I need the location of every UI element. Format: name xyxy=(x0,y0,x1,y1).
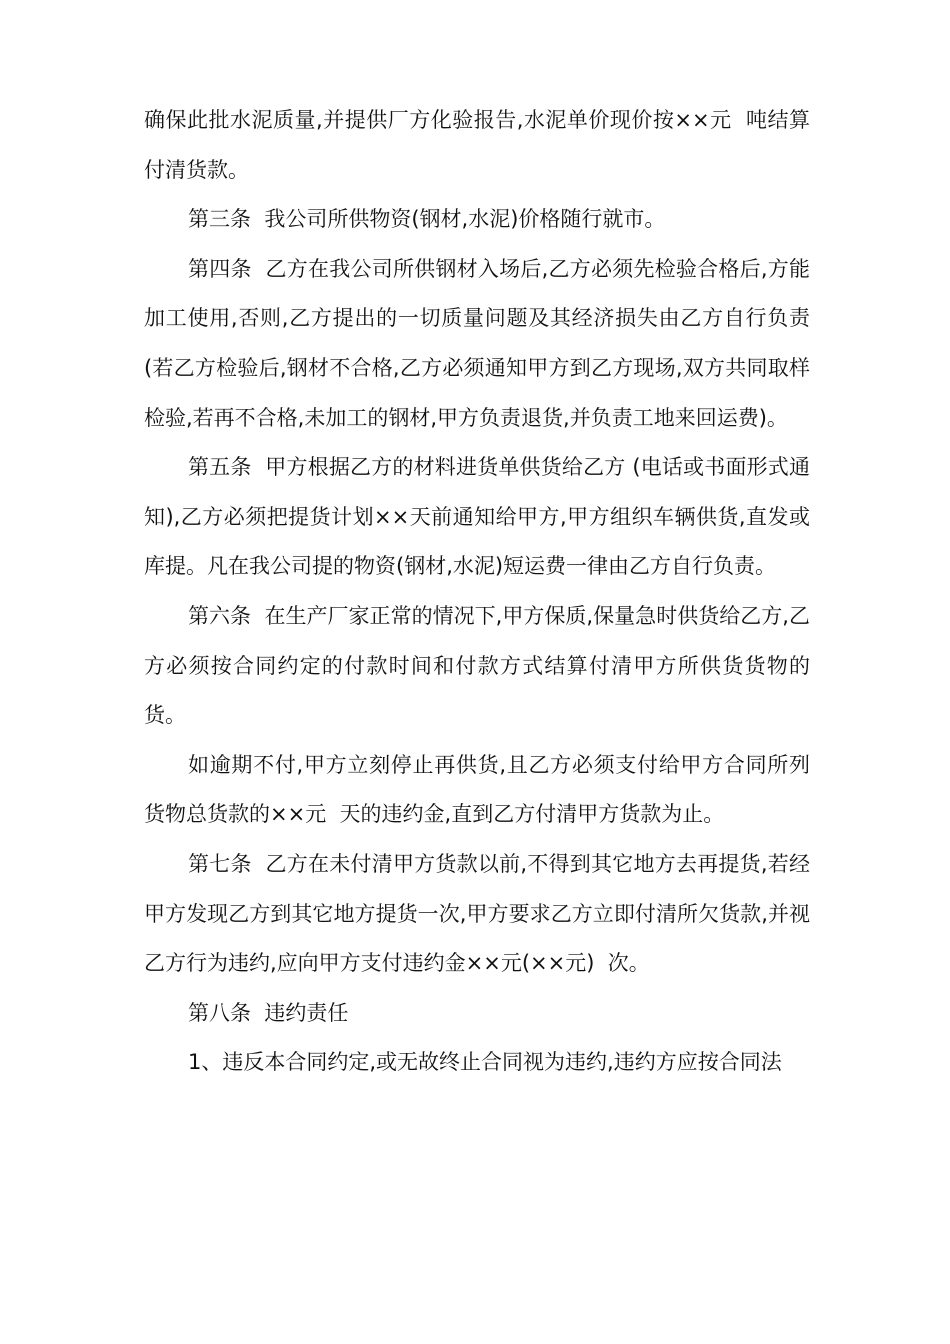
document-body xyxy=(144,96,810,1088)
paragraph-article-3: 第三条 我公司所供物资(钢材,水泥)价格随行就市。 xyxy=(188,207,666,232)
paragraph-article-7: 第七条 乙方在未付清甲方货款以前,不得到其它地方去再提货,若经甲方发现乙方到其它地方提货一次,甲方要求乙方立即付清所欠货款,并视乙方行为违约,应向甲方支付违约金××元(××元) 次。 xyxy=(144,851,810,976)
paragraph-1: 确保此批水泥质量,并提供厂方化验报告,水泥单价现价按××元 吨结算付清货款。 xyxy=(144,108,810,182)
paragraph-article-5: 第五条 甲方根据乙方的材料进货单供货给乙方 (电话或书面形式通知),乙方必须把提货计划××天前通知给甲方,甲方组织车辆供货,直发或库提。凡在我公司提的物资(钢材,水泥)短运费一律由乙方自行负责。 xyxy=(144,455,810,579)
paragraph-article-4: 第四条 乙方在我公司所供钢材入场后,乙方必须先检验合格后,方能加工使用,否则,乙方提出的一切质量问题及其经济损失由乙方自行负责(若乙方检验后,钢材不合格,乙方必须通知甲方到乙方现场,双方共同取样检验,若再不合格,未加工的钢材,甲方负责退货,并负责工地来回运费)。 xyxy=(144,256,810,430)
paragraph-article-6: 第六条 在生产厂家正常的情况下,甲方保质,保量急时供货给乙方,乙方必须按合同约定的付款时间和付款方式结算付清甲方所供货货物的货。 xyxy=(144,603,810,728)
paragraph-article-8-heading: 第八条 违约责任 xyxy=(188,1000,349,1025)
paragraph-overdue: 如逾期不付,甲方立刻停止再供货,且乙方必须支付给甲方合同所列货物总货款的××元 天的违约金,直到乙方付清甲方货款为止。 xyxy=(144,752,810,827)
paragraph-clause-1: 1、违反本合同约定,或无故终止合同视为违约,违约方应按合同法 xyxy=(188,1050,782,1075)
